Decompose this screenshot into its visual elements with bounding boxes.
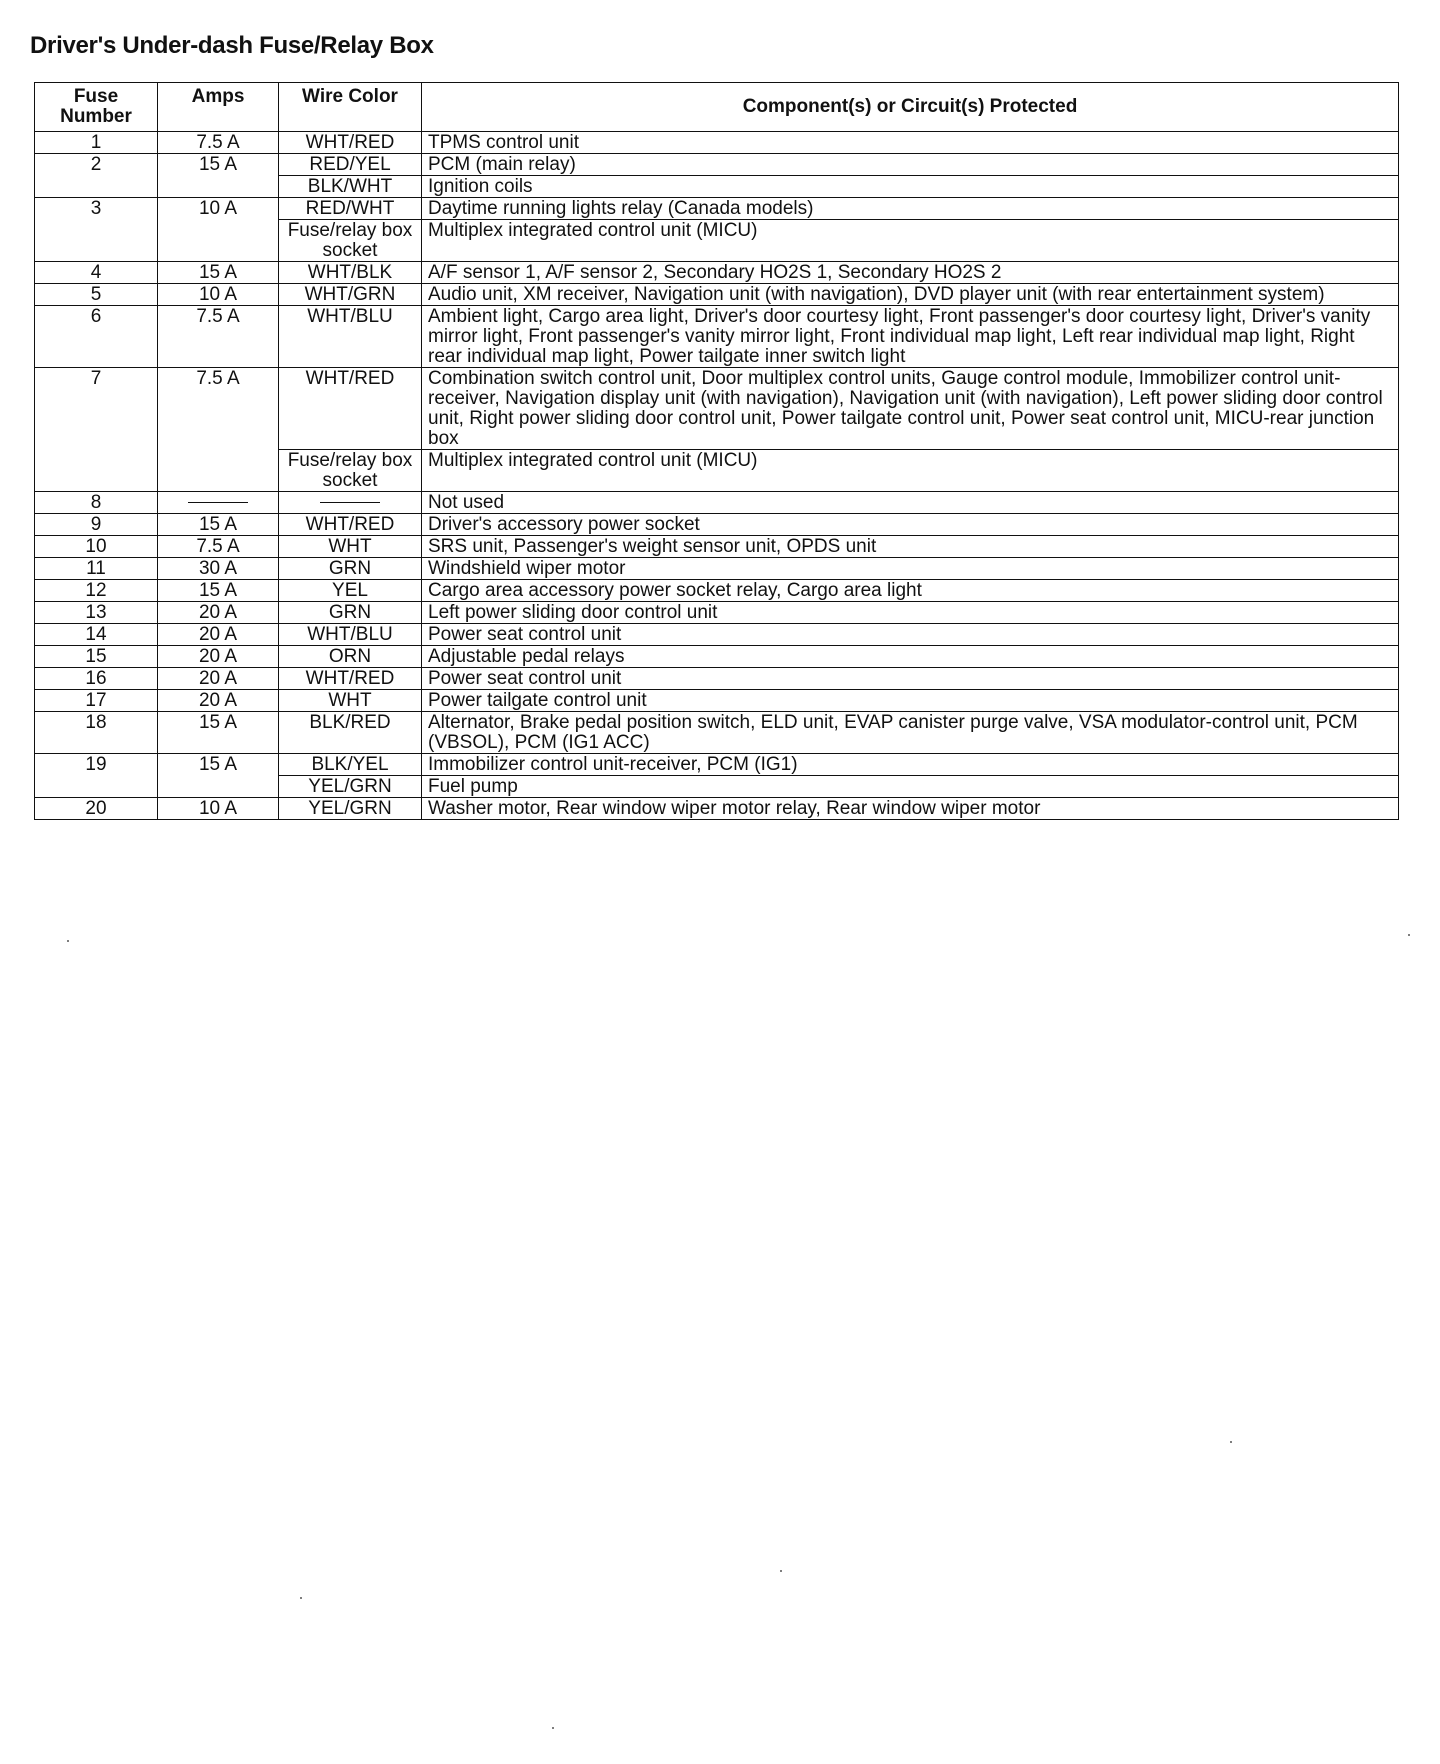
table-row xyxy=(35,514,1399,536)
fuse-number-cell: 13 xyxy=(35,602,158,624)
table-row xyxy=(35,492,1399,514)
component-cell: Daytime running lights relay (Canada models) xyxy=(422,198,1399,220)
wire-color-cell: WHT/RED xyxy=(279,668,422,690)
wire-color-cell: WHT/RED xyxy=(279,132,422,154)
amps-cell: 15 A xyxy=(158,514,279,536)
fuse-table xyxy=(34,82,1399,820)
component-cell: Alternator, Brake pedal position switch, ELD unit, EVAP canister purge valve, VSA modulator-control unit, PCM (VBSOL), PCM (IG1 ACC) xyxy=(422,712,1399,754)
amps-cell: 7.5 A xyxy=(158,536,279,558)
component-cell: Left power sliding door control unit xyxy=(422,602,1399,624)
fuse-number-cell: 18 xyxy=(35,712,158,754)
fuse-number-cell: 4 xyxy=(35,262,158,284)
fuse-number-cell: 15 xyxy=(35,646,158,668)
component-cell: A/F sensor 1, A/F sensor 2, Secondary HO2S 1, Secondary HO2S 2 xyxy=(422,262,1399,284)
component-cell: SRS unit, Passenger's weight sensor unit, OPDS unit xyxy=(422,536,1399,558)
amps-cell: 20 A xyxy=(158,668,279,690)
fuse-number-cell: 2 xyxy=(35,154,158,198)
amps-cell: 30 A xyxy=(158,558,279,580)
fuse-number-cell: 16 xyxy=(35,668,158,690)
amps-cell: 10 A xyxy=(158,798,279,820)
scan-speck xyxy=(300,1597,302,1599)
amps-cell: 7.5 A xyxy=(158,368,279,492)
component-cell: Adjustable pedal relays xyxy=(422,646,1399,668)
empty-dash xyxy=(188,502,248,503)
component-cell: Audio unit, XM receiver, Navigation unit (with navigation), DVD player unit (with rear entertainment system) xyxy=(422,284,1399,306)
fuse-number-cell: 6 xyxy=(35,306,158,368)
scan-speck xyxy=(1408,934,1410,936)
table-row xyxy=(35,690,1399,712)
fuse-number-cell: 20 xyxy=(35,798,158,820)
fuse-number-cell: 17 xyxy=(35,690,158,712)
amps-cell xyxy=(158,492,279,514)
table-header-row xyxy=(35,83,1399,132)
wire-color-cell: RED/WHT xyxy=(279,198,422,220)
wire-color-cell: WHT/RED xyxy=(279,368,422,450)
wire-color-cell: WHT/RED xyxy=(279,514,422,536)
table-row xyxy=(35,368,1399,450)
fuse-number-cell: 7 xyxy=(35,368,158,492)
component-cell: Multiplex integrated control unit (MICU) xyxy=(422,450,1399,492)
amps-cell: 20 A xyxy=(158,602,279,624)
wire-color-cell: YEL/GRN xyxy=(279,798,422,820)
amps-cell: 7.5 A xyxy=(158,132,279,154)
amps-cell: 10 A xyxy=(158,198,279,262)
component-cell: Not used xyxy=(422,492,1399,514)
component-cell: Cargo area accessory power socket relay, Cargo area light xyxy=(422,580,1399,602)
amps-cell: 15 A xyxy=(158,580,279,602)
table-row xyxy=(35,198,1399,220)
component-cell: Windshield wiper motor xyxy=(422,558,1399,580)
fuse-number-cell: 3 xyxy=(35,198,158,262)
header-fuse-number: Fuse Number xyxy=(35,83,158,132)
component-cell: Ignition coils xyxy=(422,176,1399,198)
fuse-number-cell: 8 xyxy=(35,492,158,514)
wire-color-cell: Fuse/relay box socket xyxy=(279,450,422,492)
component-cell: Multiplex integrated control unit (MICU) xyxy=(422,220,1399,262)
component-cell: TPMS control unit xyxy=(422,132,1399,154)
component-cell: Fuel pump xyxy=(422,776,1399,798)
fuse-number-cell: 1 xyxy=(35,132,158,154)
table-row xyxy=(35,154,1399,176)
amps-cell: 20 A xyxy=(158,690,279,712)
wire-color-cell: WHT/GRN xyxy=(279,284,422,306)
wire-color-cell: BLK/RED xyxy=(279,712,422,754)
fuse-number-cell: 12 xyxy=(35,580,158,602)
amps-cell: 7.5 A xyxy=(158,306,279,368)
fuse-number-cell: 14 xyxy=(35,624,158,646)
header-wire-color: Wire Color xyxy=(279,83,422,132)
wire-color-cell: YEL/GRN xyxy=(279,776,422,798)
table-row xyxy=(35,580,1399,602)
table-row xyxy=(35,262,1399,284)
fuse-number-cell: 11 xyxy=(35,558,158,580)
header-amps: Amps xyxy=(158,83,279,132)
table-row xyxy=(35,602,1399,624)
wire-color-cell: BLK/YEL xyxy=(279,754,422,776)
amps-cell: 15 A xyxy=(158,154,279,198)
component-cell: Power seat control unit xyxy=(422,624,1399,646)
amps-cell: 20 A xyxy=(158,624,279,646)
component-cell: Ambient light, Cargo area light, Driver's door courtesy light, Front passenger's door courtesy light, Driver's vanity mirror light, Front passenger's vanity mirror light, Front individual map light, Left rear individual map light, Right rear individual map light, Power tailgate inner switch light xyxy=(422,306,1399,368)
wire-color-cell: GRN xyxy=(279,558,422,580)
wire-color-cell: RED/YEL xyxy=(279,154,422,176)
header-component: Component(s) or Circuit(s) Protected xyxy=(422,83,1399,132)
wire-color-cell: ORN xyxy=(279,646,422,668)
wire-color-cell xyxy=(279,492,422,514)
component-cell: Immobilizer control unit-receiver, PCM (IG1) xyxy=(422,754,1399,776)
table-row xyxy=(35,712,1399,754)
component-cell: Power seat control unit xyxy=(422,668,1399,690)
page-title: Driver's Under-dash Fuse/Relay Box xyxy=(30,32,434,59)
wire-color-cell: YEL xyxy=(279,580,422,602)
component-cell: Combination switch control unit, Door multiplex control units, Gauge control module, Immobilizer control unit-receiver, Navigation display unit (with navigation), Navigation unit (with navigation), Left power sliding door control unit, Right power sliding door control unit, Power tailgate control unit, Power seat control unit, MICU-rear junction box xyxy=(422,368,1399,450)
fuse-number-cell: 5 xyxy=(35,284,158,306)
table-row xyxy=(35,624,1399,646)
table-row xyxy=(35,306,1399,368)
empty-dash xyxy=(320,502,380,503)
scan-speck xyxy=(67,940,69,942)
fuse-number-cell: 10 xyxy=(35,536,158,558)
table-row xyxy=(35,668,1399,690)
component-cell: Washer motor, Rear window wiper motor relay, Rear window wiper motor xyxy=(422,798,1399,820)
wire-color-cell: WHT xyxy=(279,690,422,712)
scan-speck xyxy=(1230,1441,1232,1443)
wire-color-cell: GRN xyxy=(279,602,422,624)
fuse-number-cell: 19 xyxy=(35,754,158,798)
amps-cell: 15 A xyxy=(158,754,279,798)
wire-color-cell: WHT xyxy=(279,536,422,558)
amps-cell: 10 A xyxy=(158,284,279,306)
component-cell: Driver's accessory power socket xyxy=(422,514,1399,536)
table-row xyxy=(35,798,1399,820)
wire-color-cell: Fuse/relay box socket xyxy=(279,220,422,262)
wire-color-cell: WHT/BLU xyxy=(279,624,422,646)
scan-speck xyxy=(552,1727,554,1729)
wire-color-cell: WHT/BLU xyxy=(279,306,422,368)
scan-speck xyxy=(780,1570,782,1572)
amps-cell: 15 A xyxy=(158,712,279,754)
table-row xyxy=(35,646,1399,668)
table-row xyxy=(35,132,1399,154)
amps-cell: 20 A xyxy=(158,646,279,668)
table-body xyxy=(35,132,1399,820)
wire-color-cell: WHT/BLK xyxy=(279,262,422,284)
component-cell: PCM (main relay) xyxy=(422,154,1399,176)
wire-color-cell: BLK/WHT xyxy=(279,176,422,198)
amps-cell: 15 A xyxy=(158,262,279,284)
table-row xyxy=(35,558,1399,580)
table-row xyxy=(35,754,1399,776)
fuse-number-cell: 9 xyxy=(35,514,158,536)
table-row xyxy=(35,284,1399,306)
table-row xyxy=(35,536,1399,558)
component-cell: Power tailgate control unit xyxy=(422,690,1399,712)
